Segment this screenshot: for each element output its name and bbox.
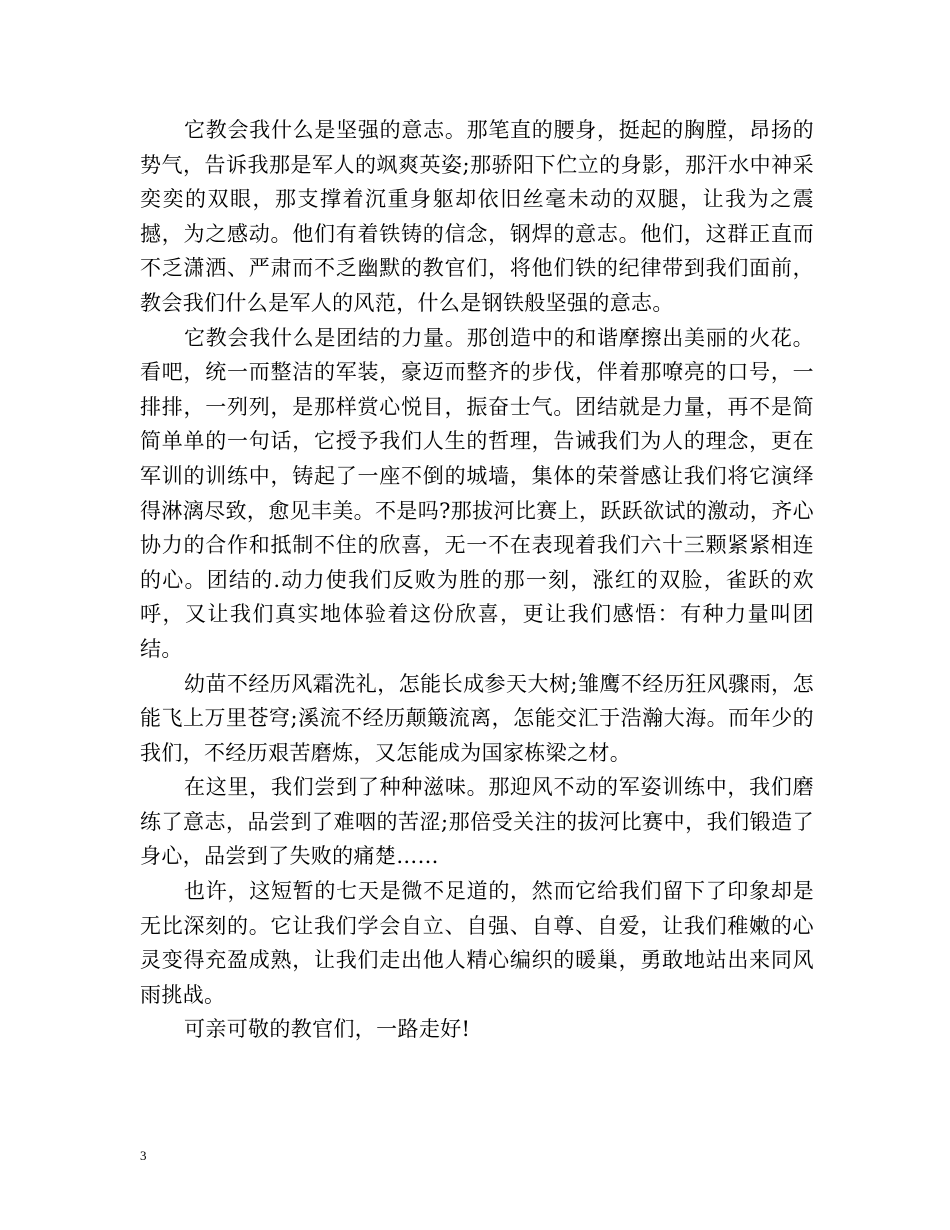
paragraph-growth: 幼苗不经历风霜洗礼，怎能长成参天大树;雏鹰不经历狂风骤雨，怎能飞上万里苍穹;溪流不经历颠簸流离，怎能交汇于浩瀚大海。而年少的我们，不经历艰苦磨炼，又怎能成为国家栋梁之材。 — [140, 671, 814, 765]
paragraph-unity: 它教会我什么是团结的力量。那创造中的和谐摩擦出美丽的火花。看吧，统一而整洁的军装，豪迈而整齐的步伐，伴着那嘹亮的口号，一排排，一列列，是那样赏心悦目，振奋士气。团结就是力量，再不是简简单单的一句话，它授予我们人生的哲理，告诫我们为人的理念，更在军训的训练中，铸起了一座不倒的城墙，集体的荣誉感让我们将它演绎得淋漓尽致，愈见丰美。不是吗?那拔河比赛上，跃跃欲试的激动，齐心协力的合作和抵制不住的欣喜，无一不在表现着我们六十三颗紧紧相连的心。团结的.动力使我们反败为胜的那一刻，涨红的双脸，雀跃的欢呼，又让我们真实地体验着这份欣喜，更让我们感悟：有种力量叫团结。 — [140, 325, 814, 661]
body-text — [140, 113, 814, 1047]
paragraph-will: 它教会我什么是坚强的意志。那笔直的腰身，挺起的胸膛，昂扬的势气，告诉我那是军人的飒爽英姿;那骄阳下伫立的身影，那汗水中神采奕奕的双眼，那支撑着沉重身躯却依旧丝毫未动的双腿，让我为之震撼，为之感动。他们有着铁铸的信念，钢焊的意志。他们，这群正直而不乏潇洒、严肃而不乏幽默的教官们，将他们铁的纪律带到我们面前，教会我们什么是军人的风范，什么是钢铁般坚强的意志。 — [140, 118, 814, 315]
paragraph-experience: 在这里，我们尝到了种种滋味。那迎风不动的军姿训练中，我们磨练了意志，品尝到了难咽的苦涩;那倍受关注的拔河比赛中，我们锻造了身心，品尝到了失败的痛楚…… — [140, 775, 814, 869]
paragraph-seven-days: 也许，这短暂的七天是微不足道的，然而它给我们留下了印象却是无比深刻的。它让我们学会自立、自强、自尊、自爱，让我们稚嫩的心灵变得充盈成熟，让我们走出他人精心编织的暖巢，勇敢地站出来同风雨挑战。 — [140, 879, 814, 1007]
page-number: 3 — [140, 1148, 147, 1163]
paragraph-farewell: 可亲可敬的教官们，一路走好! — [184, 1017, 471, 1042]
